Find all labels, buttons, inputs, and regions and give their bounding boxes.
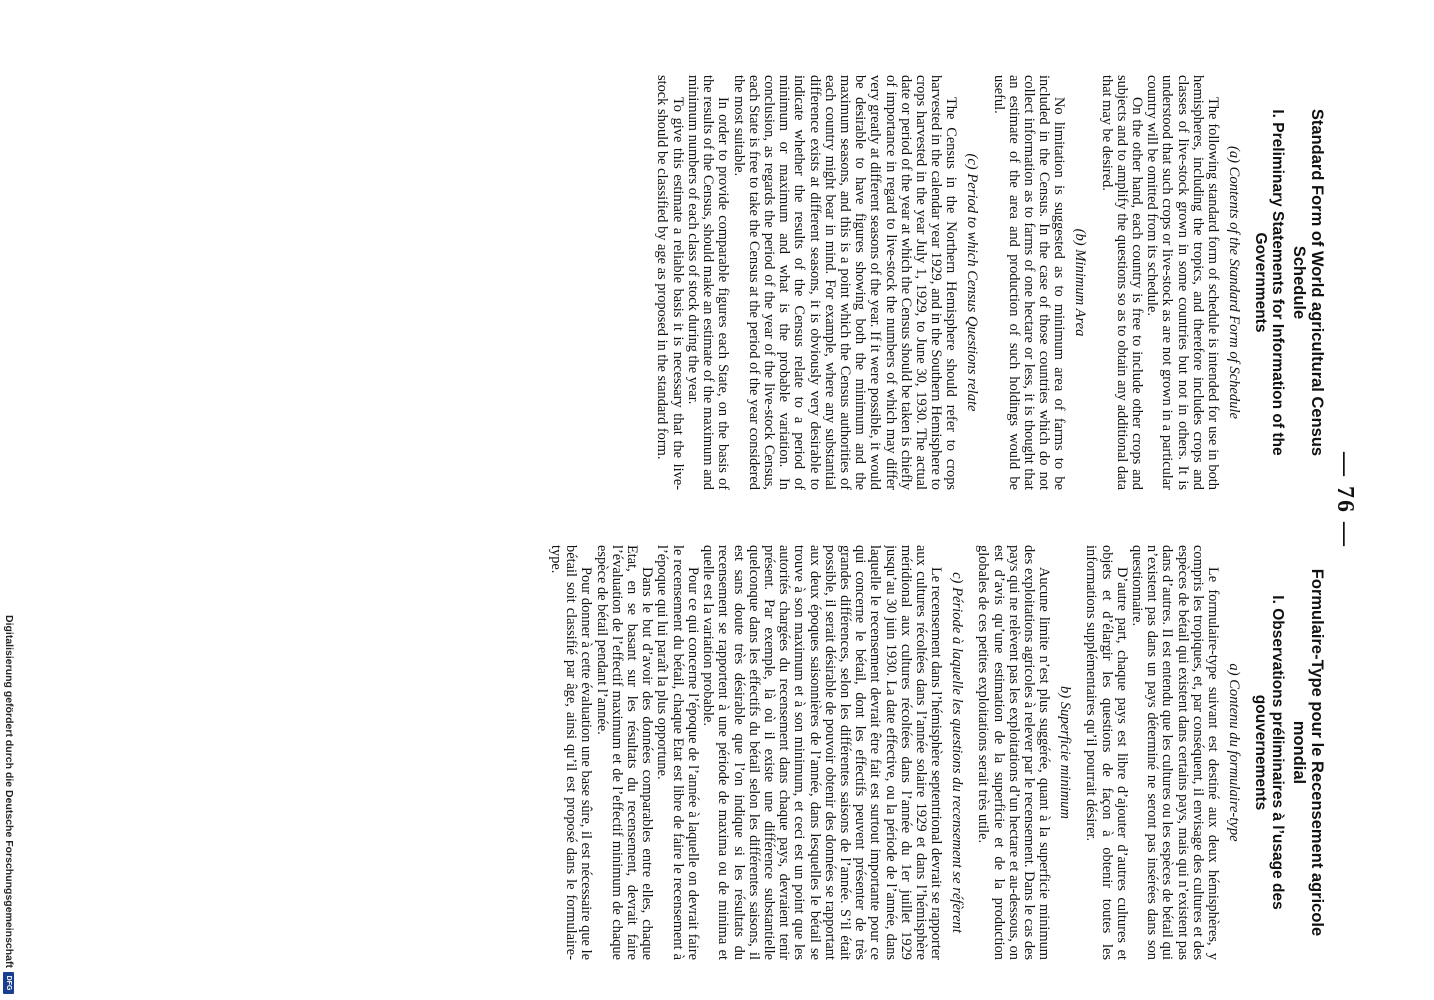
paragraph: D’autre part, chaque pays est libre d’ajouter d’autres cultures et objets et d’élargir les questions de façon à obtenir toutes les informations supplémentaires qu’il pourrait désirer. bbox=[1083, 545, 1130, 960]
french-column bbox=[146, 545, 1326, 960]
english-column bbox=[306, 75, 1326, 490]
dfg-logo-icon: DFG bbox=[4, 972, 15, 994]
subsection-heading: c) Période à laquelle les questions du recensement se réfèrent bbox=[949, 572, 966, 933]
paragraph: The following standard form of schedule is intended for use in both hemispheres, including the tropics, and therefore includes crops and classes of live-stock grown in some countries but not in others. It is understood that such crops or live-stock as are not grown in a particular country will be omitted from its schedule. bbox=[1144, 75, 1221, 490]
paragraph: Dans le but d’avoir des données comparables entre elles, chaque Etat, en se basant sur les résultats du recensement, devrait faire l’évaluation de l’effectif maximum et de l’effectif minimum de chaque espèce de bétail pendant l’année. bbox=[593, 545, 656, 960]
paragraph: Le formulaire-type suivant est destiné aux deux hémisphères, y compris les tropiques, et, par conséquent, il envisage des cultures et des espèces de bétail qui existent dans certains pays, mais qui n’existent pas dans d’autres. Il est entendu que les cultures ou les espèces de bétail qui n’existent pas dans un pays déterminé ne seront pas insérées dans son questionnaire. bbox=[1128, 545, 1221, 960]
english-title: Standard Form of World agricultural Census Schedule bbox=[1290, 108, 1326, 457]
paragraph: No limitation is suggested as to minimum area of farms to be included in the Census. In the case of those countries which do not collect information as to farms of one hectare or less, it is thought that an estimate of the area and production of such holdings would be useful. bbox=[990, 75, 1068, 490]
digitization-credit bbox=[0, 0, 18, 1000]
subsection-heading: (b) Minimum Area bbox=[1072, 228, 1089, 337]
french-body bbox=[548, 545, 1242, 960]
french-section-title: I. Observations préliminaires à l’usage des gouvernements bbox=[1252, 595, 1286, 910]
page-number: — 76 — bbox=[1332, 452, 1358, 548]
paragraph: Pour ce qui concerne l’époque de l’année à laquelle on devrait faire le recensement du bétail, chaque Etat est libre de faire le recensement à l’époque qui lui paraît la plus opportune. bbox=[654, 545, 701, 960]
english-body bbox=[654, 75, 1242, 490]
paragraph: The Census in the Northern Hemisphere should refer to crops harvested in the calendar year 1929, and in the Southern Hemisphere to crops harvested in the year July 1, 1929, to June 30, 1930. The actual date or period of the year at which the Census should be taken is chiefly of importance in regard to live-stock the numbers of which may differ very greatly at different seasons of the year. If it were possible, it would be desirable to have figures showing both the minimum and the maximum seasons, and this is a point which the Census authorities of each country might bear in mind. For example, where any substantial difference exists at different seasons, it is obviously very desirable to indicate whether the results of the Census relate to a period of minimum or maximum and what is the probable variation. In conclusion, as regards the period of the year of the live-stock Census, each State is free to take the Census at the period of the year considered the most suitable. bbox=[730, 75, 960, 490]
english-section-title: I. Preliminary Statements for Information of the Governments bbox=[1252, 109, 1286, 456]
subsection-heading: (a) Contents of the Standard Form of Schedule bbox=[1226, 145, 1242, 420]
subsection-heading: (c) Period to which Census Questions relate bbox=[964, 153, 981, 412]
credit-text: Digitalisierung gefördert durch die Deutsche Forschungsgemeinschaft bbox=[3, 615, 15, 968]
paragraph: Le recensement dans l’hémisphère septentrional devrait se rapporter aux cultures récoltées dans l’année solaire 1929 et dans l’hémisphère méridional aux cultures récoltées dans l’année du 1er juillet 1929 jusqu’au 30 juin 1930. La date effective, ou la période de l’année, dans laquelle le recensement devrait être fait est surtout importante pour ce qui concerne le bétail, dont les effectifs peuvent présenter de très grandes différences, selon les différentes saisons de l’année. S’il était possible, il serait désirable de pouvoir obtenir des données se rapportant aux deux époques saisonnières de l’année, dans lesquelles le bétail se trouve à son maximum et à son minimum, et ceci est un point que les autorités chargées du recensement dans chaque pays, devraient tenir présent. Par exemple, là où il existe une différence substantielle quelconque dans les effectifs du bétail selon les différentes saisons, il est sans doute très désirable que l’on indique si les résultats du recensement se rapportent à une période de maxima ou de minima et quelle est la variation probable. bbox=[700, 545, 945, 960]
paragraph: On the other hand, each country is free to include other crops and subjects and to amplify the questions so as to obtain any additional data that may be desired. bbox=[1098, 75, 1145, 490]
subsection-heading: a) Contenu du formulaire-type bbox=[1226, 663, 1242, 842]
subsection-heading: b) Superficie minimum bbox=[1057, 686, 1074, 819]
paragraph: In order to provide comparable figures each State, on the basis of the results of the Census, should make an estimate of the maximum and minimum numbers of each class of stock during the year. bbox=[684, 75, 732, 490]
paragraph: Pour donner à cette évaluation une base sûre, il est nécessaire que le bétail soit classifié par âge, ainsi qu’il est proposé dans le formulaire-type. bbox=[548, 545, 595, 960]
paragraph: Aucune limite n’est plus suggérée, quant à la superficie minimum des exploitations agricoles à relever par le recensement. Dans le cas des pays qui ne relèvent pas les exploitations d’un hectare et au-dessous, on est d’avis qu’une estimation de la superficie et de la production globales de ces petites exploitations serait très utile. bbox=[975, 545, 1053, 960]
french-title: Formulaire-Type pour le Recensement agricole mondial bbox=[1290, 568, 1326, 937]
paragraph: To give this estimate a reliable basis it is necessary that the live-stock should be classified by age as proposed in the standard form. bbox=[654, 75, 686, 490]
